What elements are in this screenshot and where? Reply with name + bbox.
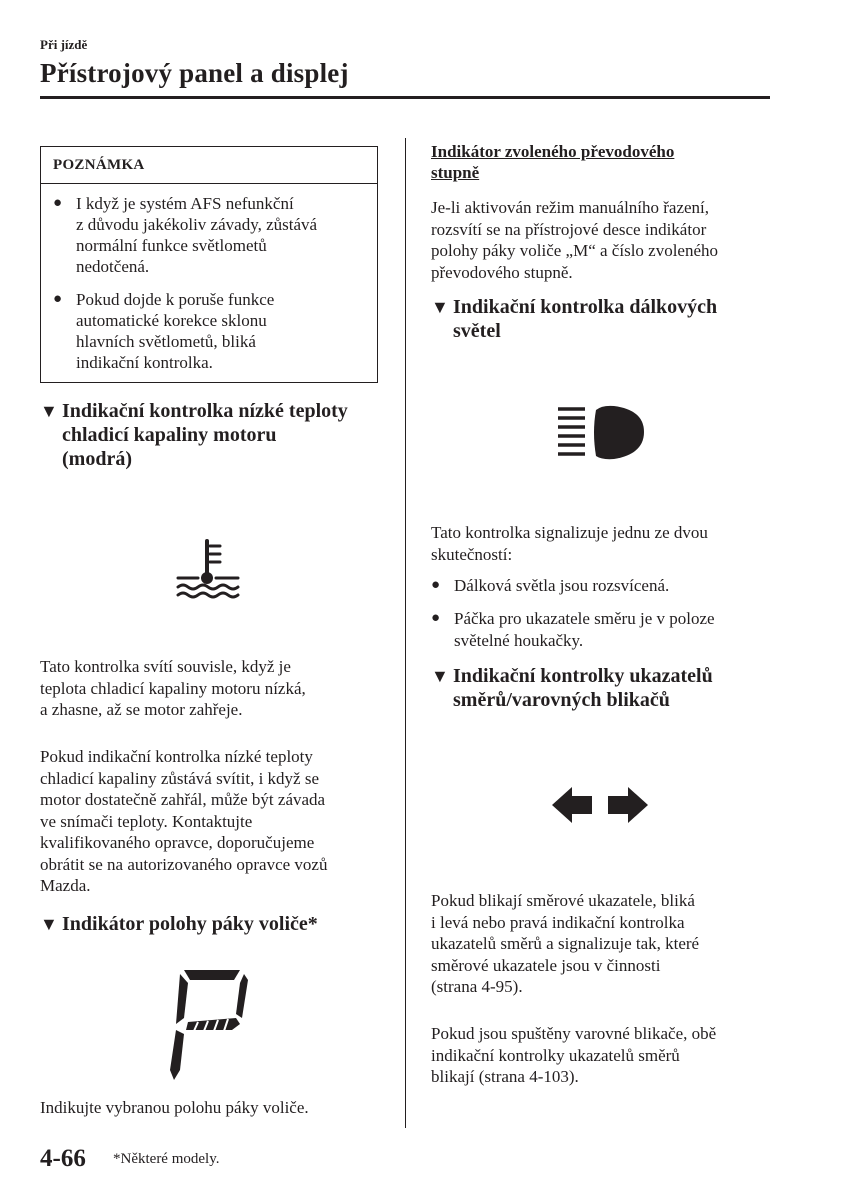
selector-heading — [40, 912, 390, 936]
column-divider — [405, 138, 406, 1128]
high-beam-bullet-text: Dálková světla jsou rozsvícená. — [454, 576, 670, 595]
turn-signal-heading — [431, 664, 771, 712]
note-title: POZNÁMKA — [53, 157, 145, 173]
high-beam-heading-text: Indikační kontrolka dálkových světel — [453, 296, 718, 342]
coolant-heading — [40, 399, 390, 471]
triangle-marker-icon: ▼ — [40, 914, 58, 934]
coolant-paragraph-1: Tato kontrolka svítí souvisle, když je teplota chladicí kapaliny motoru nízká, a zhasne, až se motor zahřeje. — [40, 657, 306, 719]
note-item-text: Pokud dojde k poruše funkce automatické korekce sklonu hlavních světlometů, bliká indikační kontrolka. — [76, 290, 275, 372]
note-box — [40, 146, 378, 383]
bullet-icon: ● — [53, 291, 63, 307]
page-title: Přístrojový panel a displej — [40, 58, 349, 88]
gear-indicator-paragraph: Je-li aktivován režim manuálního řazení, rozsvítí se na přístrojové desce indikátor polohy páky voliče „M“ a číslo zvoleného převodového stupně. — [431, 198, 719, 282]
high-beam-icon — [556, 404, 648, 462]
gear-position-p-icon — [168, 966, 252, 1084]
page-number: 4-66 — [40, 1145, 86, 1172]
high-beam-heading — [431, 295, 771, 343]
section-label: Při jízdě — [40, 37, 88, 52]
bullet-icon: ● — [431, 577, 441, 593]
footnote: *Některé modely. — [113, 1151, 220, 1167]
coolant-paragraph-2: Pokud indikační kontrolka nízké teploty chladicí kapaliny zůstává svítit, i když se motor dostatečně zahřál, může být závada ve snímači teploty. Kontaktujte kvalifikovaného opravce, doporučujeme obrátit se na autorizovaného opravce vozů Mazda. — [40, 747, 328, 895]
coolant-temperature-icon — [174, 538, 242, 600]
selector-paragraph: Indikujte vybranou polohu páky voliče. — [40, 1098, 309, 1117]
bullet-icon: ● — [53, 195, 63, 211]
note-divider — [41, 183, 377, 184]
turn-signal-paragraph-2: Pokud jsou spuštěny varovné blikače, obě indikační kontrolky ukazatelů směrů blikají (strana 4-103). — [431, 1024, 717, 1086]
high-beam-paragraph: Tato kontrolka signalizuje jednu ze dvou skutečností: — [431, 523, 708, 564]
note-item — [53, 193, 371, 277]
triangle-marker-icon: ▼ — [431, 666, 449, 686]
high-beam-bullet-text: Páčka pro ukazatele směru je v poloze světelné houkačky. — [454, 609, 715, 650]
note-item — [53, 289, 371, 373]
bullet-icon: ● — [431, 610, 441, 626]
selector-heading-text: Indikátor polohy páky voliče* — [62, 913, 318, 935]
triangle-marker-icon: ▼ — [431, 297, 449, 317]
title-divider — [40, 96, 770, 99]
gear-indicator-heading: Indikátor zvoleného převodového stupně — [431, 142, 675, 182]
turn-signal-paragraph-1: Pokud blikají směrové ukazatele, bliká i levá nebo pravá indikační kontrolka ukazatelů směrů a signalizuje tak, které směrové ukazatele jsou v činnosti (strana 4-95). — [431, 891, 700, 996]
triangle-marker-icon: ▼ — [40, 401, 58, 421]
turn-signal-arrows-icon — [550, 785, 650, 825]
turn-signal-heading-text: Indikační kontrolky ukazatelů směrů/varovných blikačů — [453, 665, 713, 711]
high-beam-bullet — [431, 608, 771, 651]
coolant-heading-text: Indikační kontrolka nízké teploty chladicí kapaliny motoru (modrá) — [62, 400, 348, 470]
note-item-text: I když je systém AFS nefunkční z důvodu jakékoliv závady, zůstává normální funkce světlometů nedotčená. — [76, 194, 318, 276]
high-beam-bullet — [431, 575, 771, 597]
